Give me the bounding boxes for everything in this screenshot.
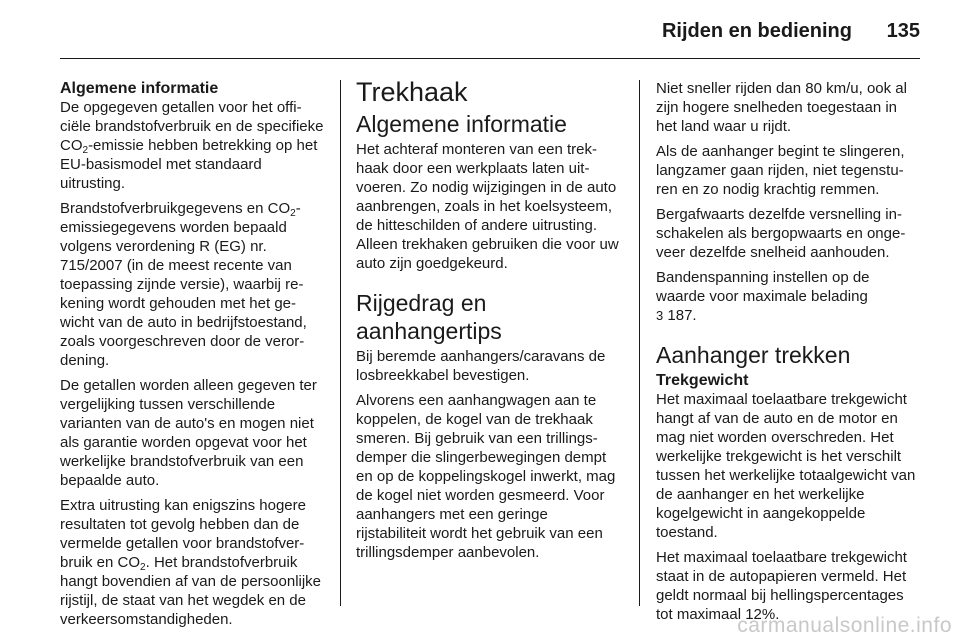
paragraph: De getallen worden alleen gegeven ter vergelijking tussen verschillende varianten van de auto's en mogen niet als garantie worden opgevat voor het werkelijke brandstofverbruik van een bepaalde auto. <box>60 377 317 489</box>
column-middle <box>356 79 620 568</box>
header-rule <box>60 58 920 59</box>
paragraph: Als de aanhanger begint te slingeren, langzamer gaan rijden, niet tegensturen en zo nodig krachtig remmen. <box>656 143 905 198</box>
page-reference-link[interactable]: 187. <box>663 307 697 324</box>
paragraph: Bandenspanning instellen op de waarde voor maximale belading 3 187. <box>656 269 870 324</box>
watermark: carmanualsonline.info <box>737 614 952 637</box>
paragraph: Niet sneller rijden dan 80 km/u, ook al zijn hogere snelheden toegestaan in het land waar u rijdt. <box>656 80 907 135</box>
section-heading-general-info: Algemene informatie <box>356 111 567 137</box>
page-number: 135 <box>886 20 920 42</box>
section-heading-general-info: Algemene informatie <box>60 80 219 97</box>
section-heading-trailer-towing: Aanhanger trekken <box>656 342 851 368</box>
paragraph: De opgegeven getallen voor het officiële brandstofverbruik en de specifieke $CO_2$-emissie hebben betrekking op het EU-basismodel met standaard uitrusting. <box>60 99 324 192</box>
page-reference-arrow-icon: 3 <box>656 308 664 323</box>
chapter-title-trekhaak: Trekhaak <box>356 77 468 107</box>
paragraph: Extra uitrusting kan enigszins hogere resultaten tot gevolg hebben dan de vermelde getallen voor brandstofverbruik en $CO_2$. Het brandstofverbruik hangt bovendien af van de persoonlijke rijstijl, de staat van het wegdek en de verkeersomstandigheden. <box>60 497 322 628</box>
paragraph: Brandstofverbruikgegevens en $CO_2$-emissiegegevens worden bepaald volgens verordening R (EG) nr. 715/2007 (in de meest recente van toepassing zijnde versie), waarbij rekening wordt gehouden met het gewicht van de auto in bedrijfstoestand, zoals voorgeschreven door de verordening. <box>60 200 307 369</box>
column-left <box>60 79 324 635</box>
paragraph: Het achteraf monteren van een trekhaak door een werkplaats laten uitvoeren. Zo nodig wijzigingen in de auto aanbrengen, zoals in het koelsysteem, de hitteschilden of andere uitrusting. Alleen trekhaken gebruiken die voor uw auto zijn goedgekeurd. <box>356 141 619 272</box>
paragraph: Het maximaal toelaatbare trekgewicht staat in de autopapieren vermeld. Het geldt normaal bij hellingspercentages tot maximaal 12%. <box>656 549 907 623</box>
page-header <box>0 0 960 60</box>
section-heading-driving-tips: Rijgedrag en aanhangertips <box>356 290 502 344</box>
paragraph: Het maximaal toelaatbare trekgewicht hangt af van de auto en de motor en mag niet worden overschreden. Het werkelijke trekgewicht is het verschilt tussen het werkelijke totaalgewicht van de aanhanger en het werkelijke kogelgewicht in aangekoppelde toestand. <box>656 391 916 541</box>
subheading-towing-weight: Trekgewicht <box>656 372 749 389</box>
paragraph: Bergafwaarts dezelfde versnelling inschakelen als bergopwaarts en ongeveer dezelfde snelheid aanhouden. <box>656 206 906 261</box>
column-right <box>656 79 920 630</box>
paragraph: Alvorens een aanhangwagen aan te koppelen, de kogel van de trekhaak smeren. Bij gebruik van een trillingsdemper die slingerbewegingen dempt en op de koppelingskogel inwerkt, mag de kogel niet worden gesmeerd. Voor aanhangers met een geringe rijstabiliteit wordt het gebruik van een trillingsdemper aanbevolen. <box>356 392 616 561</box>
column-divider <box>639 80 640 606</box>
header-title: Rijden en bediening <box>661 20 852 42</box>
paragraph: Bij beremde aanhangers/caravans de losbreekkabel bevestigen. <box>356 348 606 384</box>
column-divider <box>340 80 341 606</box>
